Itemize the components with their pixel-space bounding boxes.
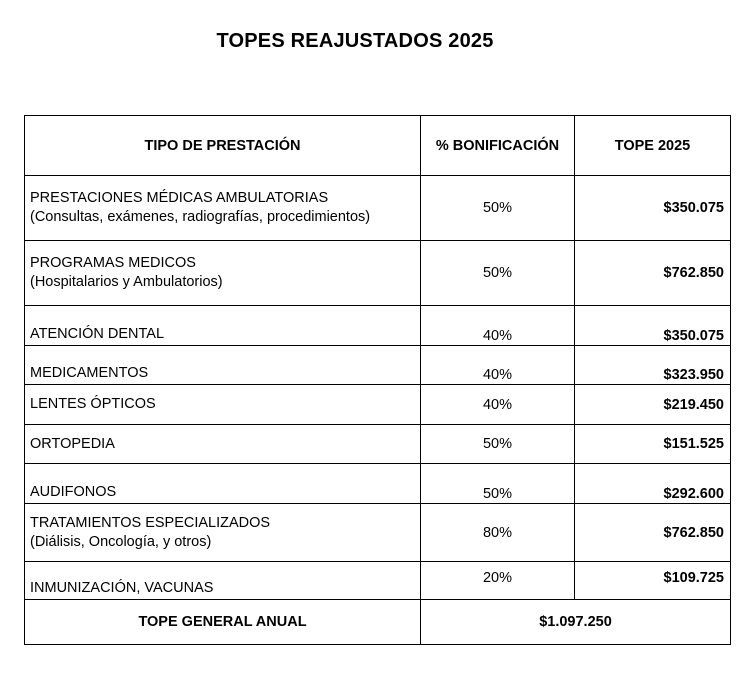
cell-bonificacion: 80%: [421, 504, 575, 562]
total-label: TOPE GENERAL ANUAL: [25, 600, 421, 645]
page-title: TOPES REAJUSTADOS 2025: [216, 30, 494, 52]
table-row: [25, 385, 731, 425]
cell-bonificacion: 20%: [421, 562, 575, 600]
row-tipo-label: ATENCIÓN DENTAL: [30, 326, 165, 342]
table-header-row: [25, 116, 731, 176]
row-tipo-label: PROGRAMAS MEDICOS: [30, 255, 196, 271]
cell-bonificacion: 50%: [421, 425, 575, 464]
row-tipo-label: PRESTACIONES MÉDICAS AMBULATORIAS: [30, 190, 329, 206]
cell-tipo: [25, 176, 421, 241]
cell-tope: $762.850: [575, 241, 731, 306]
cell-tope: $350.075: [575, 306, 731, 346]
cell-tipo: [25, 385, 421, 425]
table-row: [25, 562, 731, 600]
cell-tope: $151.525: [575, 425, 731, 464]
table-row: [25, 346, 731, 385]
table-row: [25, 306, 731, 346]
row-tipo-label: ORTOPEDIA: [30, 435, 115, 452]
table-total-row: [25, 600, 731, 645]
cell-tope: $292.600: [575, 464, 731, 504]
cell-tope: $219.450: [575, 385, 731, 425]
cell-tope: $350.075: [575, 176, 731, 241]
cell-tipo: [25, 346, 421, 385]
header-tope: TOPE 2025: [575, 116, 731, 176]
cell-tope: $762.850: [575, 504, 731, 562]
cell-tipo: [25, 464, 421, 504]
cell-bonificacion: 50%: [421, 464, 575, 504]
row-tipo-detalle: (Consultas, exámenes, radiografías, procedimientos): [30, 209, 371, 225]
cell-bonificacion: 40%: [421, 306, 575, 346]
topes-table: [24, 115, 731, 645]
table-row: [25, 464, 731, 504]
row-tipo-detalle: (Hospitalarios y Ambulatorios): [30, 274, 223, 290]
cell-bonificacion: 50%: [421, 241, 575, 306]
header-tipo-prestacion: TIPO DE PRESTACIÓN: [25, 116, 421, 176]
table-row: [25, 176, 731, 241]
cell-tipo: [25, 241, 421, 306]
row-tipo-detalle: (Diálisis, Oncología, y otros): [30, 533, 212, 550]
cell-tipo: [25, 562, 421, 600]
cell-bonificacion: 40%: [421, 385, 575, 425]
table-row: [25, 241, 731, 306]
cell-tipo: [25, 425, 421, 464]
row-tipo-label: TRATAMIENTOS ESPECIALIZADOS: [30, 514, 271, 531]
cell-tope: $109.725: [575, 562, 731, 600]
table-row: [25, 504, 731, 562]
cell-tipo: [25, 504, 421, 562]
row-tipo-label: INMUNIZACIÓN, VACUNAS: [30, 580, 214, 596]
cell-bonificacion: 40%: [421, 346, 575, 385]
row-tipo-label: LENTES ÓPTICOS: [30, 396, 156, 412]
total-value: $1.097.250: [421, 600, 731, 645]
row-tipo-label: MEDICAMENTOS: [30, 365, 149, 381]
header-bonificacion: % BONIFICACIÓN: [421, 116, 575, 176]
cell-bonificacion: 50%: [421, 176, 575, 241]
cell-tipo: [25, 306, 421, 346]
cell-tope: $323.950: [575, 346, 731, 385]
row-tipo-label: AUDIFONOS: [30, 484, 117, 500]
table-row: [25, 425, 731, 464]
